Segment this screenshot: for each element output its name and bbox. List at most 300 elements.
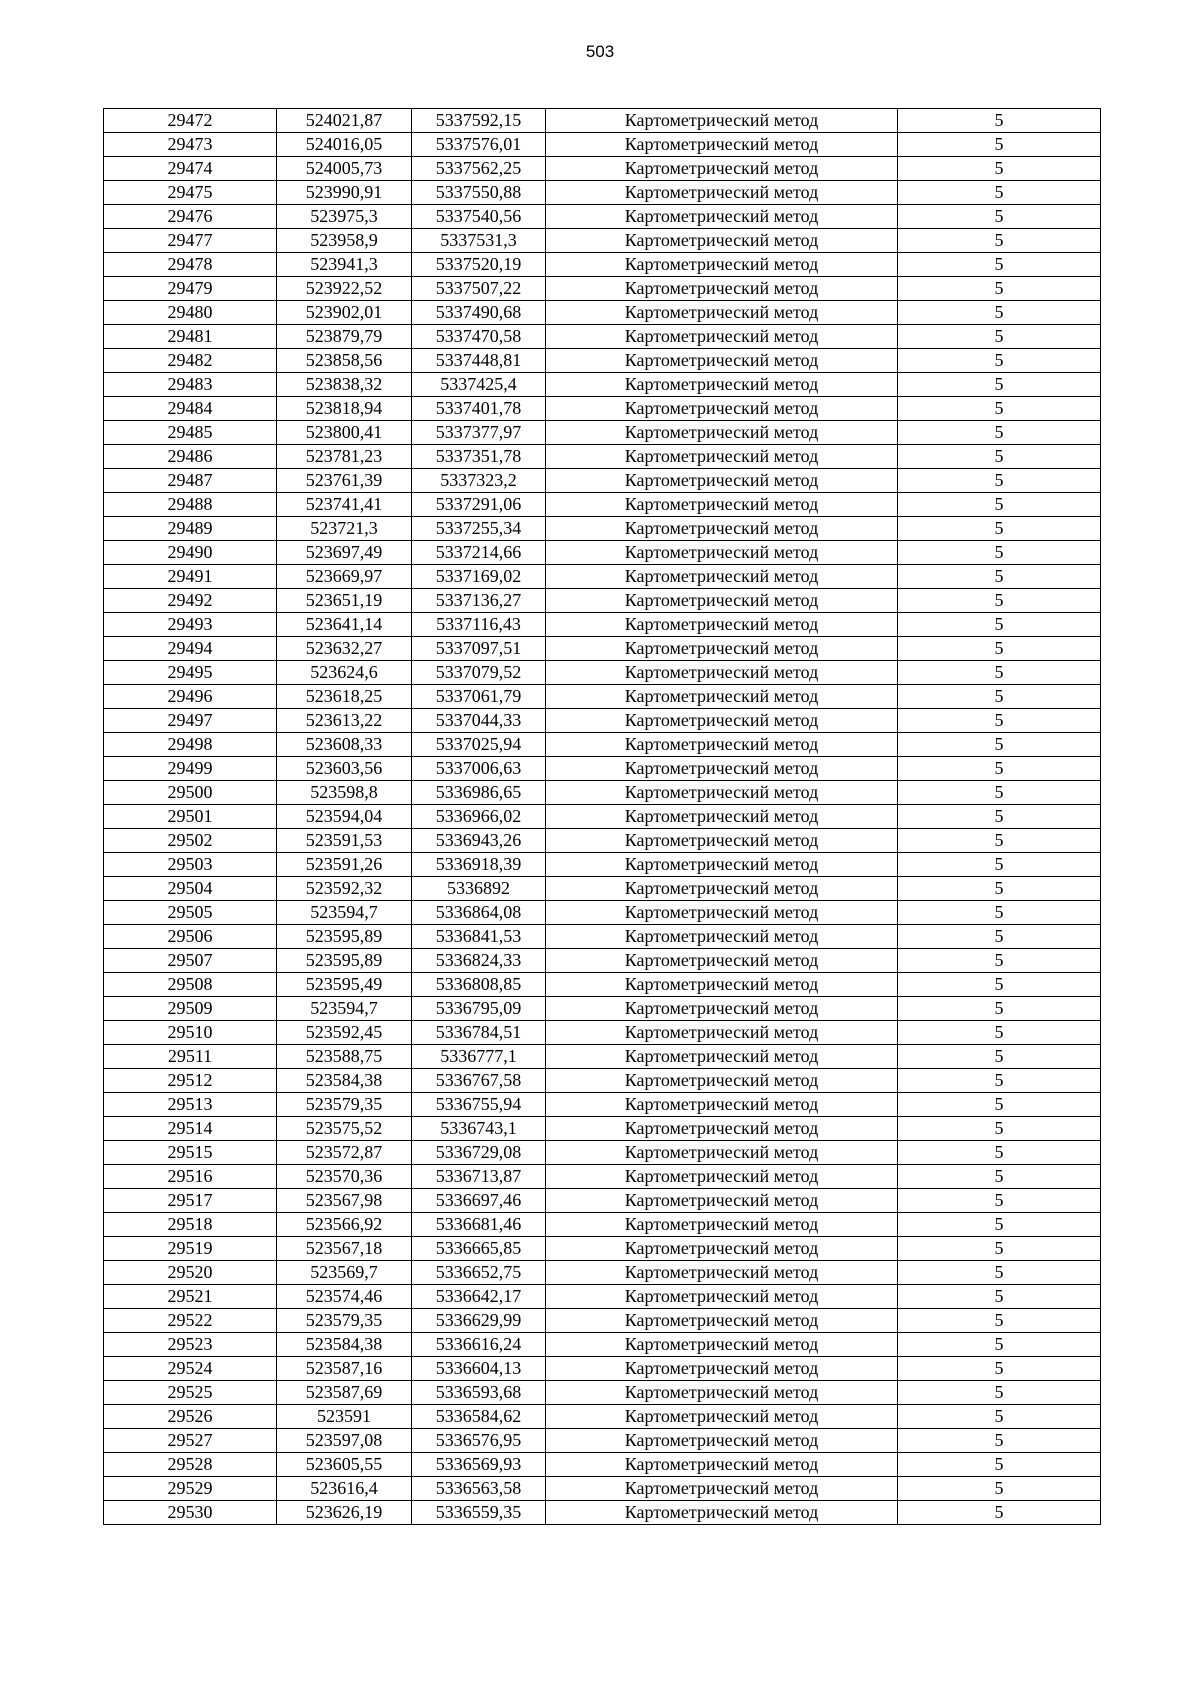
accuracy-cell: 5 [898,1309,1101,1333]
x-coordinate-cell: 523574,46 [277,1285,412,1309]
y-coordinate-cell: 5336563,58 [412,1477,546,1501]
accuracy-cell: 5 [898,493,1101,517]
table-row [104,1045,1101,1069]
accuracy-cell: 5 [898,277,1101,301]
y-coordinate-cell: 5337576,01 [412,133,546,157]
table-row [104,1501,1101,1525]
x-coordinate-cell: 523902,01 [277,301,412,325]
method-cell: Картометрический метод [546,325,898,349]
point-number-cell: 29495 [104,661,277,685]
accuracy-cell: 5 [898,925,1101,949]
x-coordinate-cell: 523958,9 [277,229,412,253]
table-row [104,1381,1101,1405]
x-coordinate-cell: 523669,97 [277,565,412,589]
x-coordinate-cell: 523592,45 [277,1021,412,1045]
accuracy-cell: 5 [898,1381,1101,1405]
y-coordinate-cell: 5336808,85 [412,973,546,997]
method-cell: Картометрический метод [546,1213,898,1237]
x-coordinate-cell: 523579,35 [277,1093,412,1117]
method-cell: Картометрический метод [546,133,898,157]
x-coordinate-cell: 523651,19 [277,589,412,613]
y-coordinate-cell: 5337550,88 [412,181,546,205]
point-number-cell: 29475 [104,181,277,205]
point-number-cell: 29511 [104,1045,277,1069]
point-number-cell: 29520 [104,1261,277,1285]
x-coordinate-cell: 523592,32 [277,877,412,901]
y-coordinate-cell: 5337470,58 [412,325,546,349]
method-cell: Картометрический метод [546,733,898,757]
method-cell: Картометрический метод [546,637,898,661]
y-coordinate-cell: 5337377,97 [412,421,546,445]
point-number-cell: 29506 [104,925,277,949]
accuracy-cell: 5 [898,853,1101,877]
point-number-cell: 29490 [104,541,277,565]
method-cell: Картометрический метод [546,613,898,637]
point-number-cell: 29489 [104,517,277,541]
accuracy-cell: 5 [898,1141,1101,1165]
accuracy-cell: 5 [898,1165,1101,1189]
accuracy-cell: 5 [898,157,1101,181]
method-cell: Картометрический метод [546,685,898,709]
table-row [104,685,1101,709]
x-coordinate-cell: 523605,55 [277,1453,412,1477]
table-row [104,709,1101,733]
accuracy-cell: 5 [898,733,1101,757]
accuracy-cell: 5 [898,901,1101,925]
method-cell: Картометрический метод [546,1357,898,1381]
y-coordinate-cell: 5336784,51 [412,1021,546,1045]
accuracy-cell: 5 [898,325,1101,349]
point-number-cell: 29514 [104,1117,277,1141]
method-cell: Картометрический метод [546,1189,898,1213]
x-coordinate-cell: 523591,26 [277,853,412,877]
y-coordinate-cell: 5337006,63 [412,757,546,781]
point-number-cell: 29523 [104,1333,277,1357]
x-coordinate-cell: 523624,6 [277,661,412,685]
accuracy-cell: 5 [898,1237,1101,1261]
point-number-cell: 29474 [104,157,277,181]
y-coordinate-cell: 5336604,13 [412,1357,546,1381]
y-coordinate-cell: 5336559,35 [412,1501,546,1525]
method-cell: Картометрический метод [546,1165,898,1189]
accuracy-cell: 5 [898,1429,1101,1453]
y-coordinate-cell: 5337025,94 [412,733,546,757]
point-number-cell: 29484 [104,397,277,421]
point-number-cell: 29508 [104,973,277,997]
y-coordinate-cell: 5336681,46 [412,1213,546,1237]
accuracy-cell: 5 [898,373,1101,397]
accuracy-cell: 5 [898,613,1101,637]
x-coordinate-cell: 523595,49 [277,973,412,997]
method-cell: Картометрический метод [546,901,898,925]
y-coordinate-cell: 5337401,78 [412,397,546,421]
y-coordinate-cell: 5336777,1 [412,1045,546,1069]
x-coordinate-cell: 523741,41 [277,493,412,517]
y-coordinate-cell: 5337520,19 [412,253,546,277]
method-cell: Картометрический метод [546,397,898,421]
table-row [104,349,1101,373]
table-row [104,421,1101,445]
y-coordinate-cell: 5337097,51 [412,637,546,661]
accuracy-cell: 5 [898,133,1101,157]
y-coordinate-cell: 5336755,94 [412,1093,546,1117]
accuracy-cell: 5 [898,1477,1101,1501]
y-coordinate-cell: 5337592,15 [412,109,546,133]
table-row [104,373,1101,397]
accuracy-cell: 5 [898,1093,1101,1117]
accuracy-cell: 5 [898,1333,1101,1357]
table-row [104,325,1101,349]
x-coordinate-cell: 523721,3 [277,517,412,541]
table-row [104,925,1101,949]
y-coordinate-cell: 5337044,33 [412,709,546,733]
x-coordinate-cell: 523800,41 [277,421,412,445]
accuracy-cell: 5 [898,805,1101,829]
method-cell: Картометрический метод [546,949,898,973]
x-coordinate-cell: 523818,94 [277,397,412,421]
point-number-cell: 29482 [104,349,277,373]
table-row [104,613,1101,637]
accuracy-cell: 5 [898,253,1101,277]
y-coordinate-cell: 5337061,79 [412,685,546,709]
method-cell: Картометрический метод [546,205,898,229]
table-row [104,445,1101,469]
x-coordinate-cell: 523567,98 [277,1189,412,1213]
table-row [104,1093,1101,1117]
table-row [104,1285,1101,1309]
method-cell: Картометрический метод [546,109,898,133]
x-coordinate-cell: 523632,27 [277,637,412,661]
method-cell: Картометрический метод [546,421,898,445]
table-row [104,565,1101,589]
point-number-cell: 29497 [104,709,277,733]
method-cell: Картометрический метод [546,1093,898,1117]
point-number-cell: 29477 [104,229,277,253]
point-number-cell: 29501 [104,805,277,829]
accuracy-cell: 5 [898,949,1101,973]
x-coordinate-cell: 523697,49 [277,541,412,565]
x-coordinate-cell: 523608,33 [277,733,412,757]
x-coordinate-cell: 523587,69 [277,1381,412,1405]
x-coordinate-cell: 523587,16 [277,1357,412,1381]
y-coordinate-cell: 5336986,65 [412,781,546,805]
y-coordinate-cell: 5336629,99 [412,1309,546,1333]
table-row [104,1309,1101,1333]
y-coordinate-cell: 5336616,24 [412,1333,546,1357]
accuracy-cell: 5 [898,781,1101,805]
method-cell: Картометрический метод [546,805,898,829]
table-row [104,1357,1101,1381]
x-coordinate-cell: 523584,38 [277,1333,412,1357]
method-cell: Картометрический метод [546,541,898,565]
method-cell: Картометрический метод [546,1021,898,1045]
table-row [104,397,1101,421]
point-number-cell: 29515 [104,1141,277,1165]
coordinates-table [103,108,1101,1525]
x-coordinate-cell: 523626,19 [277,1501,412,1525]
method-cell: Картометрический метод [546,589,898,613]
table-row [104,901,1101,925]
method-cell: Картометрический метод [546,709,898,733]
accuracy-cell: 5 [898,973,1101,997]
table-row [104,1237,1101,1261]
x-coordinate-cell: 523618,25 [277,685,412,709]
x-coordinate-cell: 523595,89 [277,949,412,973]
point-number-cell: 29529 [104,1477,277,1501]
point-number-cell: 29504 [104,877,277,901]
table-row [104,829,1101,853]
accuracy-cell: 5 [898,301,1101,325]
method-cell: Картометрический метод [546,1285,898,1309]
table-row [104,1069,1101,1093]
table-row [104,1165,1101,1189]
accuracy-cell: 5 [898,1021,1101,1045]
table-row [104,1453,1101,1477]
y-coordinate-cell: 5336569,93 [412,1453,546,1477]
point-number-cell: 29516 [104,1165,277,1189]
point-number-cell: 29485 [104,421,277,445]
x-coordinate-cell: 523975,3 [277,205,412,229]
point-number-cell: 29499 [104,757,277,781]
table-row [104,301,1101,325]
table-row [104,109,1101,133]
method-cell: Картометрический метод [546,925,898,949]
y-coordinate-cell: 5337507,22 [412,277,546,301]
method-cell: Картометрический метод [546,1261,898,1285]
y-coordinate-cell: 5336767,58 [412,1069,546,1093]
accuracy-cell: 5 [898,757,1101,781]
accuracy-cell: 5 [898,637,1101,661]
table-row [104,661,1101,685]
point-number-cell: 29496 [104,685,277,709]
x-coordinate-cell: 523566,92 [277,1213,412,1237]
method-cell: Картометрический метод [546,373,898,397]
x-coordinate-cell: 523781,23 [277,445,412,469]
method-cell: Картометрический метод [546,1405,898,1429]
method-cell: Картометрический метод [546,181,898,205]
x-coordinate-cell: 523588,75 [277,1045,412,1069]
accuracy-cell: 5 [898,709,1101,733]
y-coordinate-cell: 5337448,81 [412,349,546,373]
point-number-cell: 29481 [104,325,277,349]
accuracy-cell: 5 [898,1045,1101,1069]
y-coordinate-cell: 5336697,46 [412,1189,546,1213]
method-cell: Картометрический метод [546,1453,898,1477]
method-cell: Картометрический метод [546,1309,898,1333]
method-cell: Картометрический метод [546,757,898,781]
x-coordinate-cell: 523570,36 [277,1165,412,1189]
point-number-cell: 29491 [104,565,277,589]
y-coordinate-cell: 5336665,85 [412,1237,546,1261]
method-cell: Картометрический метод [546,973,898,997]
y-coordinate-cell: 5337562,25 [412,157,546,181]
point-number-cell: 29512 [104,1069,277,1093]
point-number-cell: 29519 [104,1237,277,1261]
accuracy-cell: 5 [898,661,1101,685]
y-coordinate-cell: 5337169,02 [412,565,546,589]
accuracy-cell: 5 [898,1261,1101,1285]
point-number-cell: 29513 [104,1093,277,1117]
method-cell: Картометрический метод [546,853,898,877]
method-cell: Картометрический метод [546,1501,898,1525]
y-coordinate-cell: 5336918,39 [412,853,546,877]
x-coordinate-cell: 523595,89 [277,925,412,949]
method-cell: Картометрический метод [546,1117,898,1141]
point-number-cell: 29487 [104,469,277,493]
table-row [104,469,1101,493]
point-number-cell: 29530 [104,1501,277,1525]
x-coordinate-cell: 523572,87 [277,1141,412,1165]
point-number-cell: 29479 [104,277,277,301]
x-coordinate-cell: 524005,73 [277,157,412,181]
table-body [104,109,1101,1525]
accuracy-cell: 5 [898,1501,1101,1525]
accuracy-cell: 5 [898,829,1101,853]
accuracy-cell: 5 [898,1453,1101,1477]
accuracy-cell: 5 [898,997,1101,1021]
table-row [104,205,1101,229]
table-row [104,277,1101,301]
x-coordinate-cell: 523761,39 [277,469,412,493]
point-number-cell: 29500 [104,781,277,805]
point-number-cell: 29483 [104,373,277,397]
table-row [104,781,1101,805]
accuracy-cell: 5 [898,1117,1101,1141]
point-number-cell: 29507 [104,949,277,973]
y-coordinate-cell: 5337291,06 [412,493,546,517]
x-coordinate-cell: 523579,35 [277,1309,412,1333]
x-coordinate-cell: 523584,38 [277,1069,412,1093]
table-row [104,517,1101,541]
x-coordinate-cell: 523922,52 [277,277,412,301]
y-coordinate-cell: 5337323,2 [412,469,546,493]
y-coordinate-cell: 5336943,26 [412,829,546,853]
table-row [104,1405,1101,1429]
y-coordinate-cell: 5337540,56 [412,205,546,229]
accuracy-cell: 5 [898,445,1101,469]
method-cell: Картометрический метод [546,1045,898,1069]
y-coordinate-cell: 5337531,3 [412,229,546,253]
y-coordinate-cell: 5336892 [412,877,546,901]
table-row [104,733,1101,757]
table-row [104,1213,1101,1237]
method-cell: Картометрический метод [546,229,898,253]
y-coordinate-cell: 5337490,68 [412,301,546,325]
y-coordinate-cell: 5337255,34 [412,517,546,541]
point-number-cell: 29493 [104,613,277,637]
table-row [104,1261,1101,1285]
point-number-cell: 29526 [104,1405,277,1429]
x-coordinate-cell: 523598,8 [277,781,412,805]
table-row [104,229,1101,253]
table-row [104,1477,1101,1501]
table-row [104,757,1101,781]
x-coordinate-cell: 523597,08 [277,1429,412,1453]
point-number-cell: 29492 [104,589,277,613]
method-cell: Картометрический метод [546,829,898,853]
method-cell: Картометрический метод [546,1141,898,1165]
y-coordinate-cell: 5336841,53 [412,925,546,949]
table-row [104,997,1101,1021]
method-cell: Картометрический метод [546,277,898,301]
point-number-cell: 29503 [104,853,277,877]
y-coordinate-cell: 5337116,43 [412,613,546,637]
method-cell: Картометрический метод [546,157,898,181]
y-coordinate-cell: 5337425,4 [412,373,546,397]
accuracy-cell: 5 [898,541,1101,565]
accuracy-cell: 5 [898,877,1101,901]
y-coordinate-cell: 5336642,17 [412,1285,546,1309]
table-row [104,589,1101,613]
x-coordinate-cell: 524016,05 [277,133,412,157]
x-coordinate-cell: 523567,18 [277,1237,412,1261]
y-coordinate-cell: 5336593,68 [412,1381,546,1405]
method-cell: Картометрический метод [546,997,898,1021]
table-row [104,853,1101,877]
accuracy-cell: 5 [898,469,1101,493]
method-cell: Картометрический метод [546,1237,898,1261]
point-number-cell: 29476 [104,205,277,229]
x-coordinate-cell: 523591,53 [277,829,412,853]
table-row [104,1141,1101,1165]
table-row [104,493,1101,517]
accuracy-cell: 5 [898,1069,1101,1093]
accuracy-cell: 5 [898,565,1101,589]
accuracy-cell: 5 [898,229,1101,253]
point-number-cell: 29473 [104,133,277,157]
x-coordinate-cell: 524021,87 [277,109,412,133]
table-row [104,805,1101,829]
x-coordinate-cell: 523613,22 [277,709,412,733]
point-number-cell: 29502 [104,829,277,853]
accuracy-cell: 5 [898,1213,1101,1237]
table-row [104,637,1101,661]
accuracy-cell: 5 [898,349,1101,373]
method-cell: Картометрический метод [546,349,898,373]
method-cell: Картометрический метод [546,301,898,325]
method-cell: Картометрический метод [546,661,898,685]
x-coordinate-cell: 523594,7 [277,997,412,1021]
table-row [104,253,1101,277]
point-number-cell: 29510 [104,1021,277,1045]
x-coordinate-cell: 523990,91 [277,181,412,205]
x-coordinate-cell: 523569,7 [277,1261,412,1285]
point-number-cell: 29486 [104,445,277,469]
table-row [104,973,1101,997]
point-number-cell: 29478 [104,253,277,277]
x-coordinate-cell: 523594,7 [277,901,412,925]
y-coordinate-cell: 5336713,87 [412,1165,546,1189]
accuracy-cell: 5 [898,1357,1101,1381]
accuracy-cell: 5 [898,1285,1101,1309]
point-number-cell: 29509 [104,997,277,1021]
method-cell: Картометрический метод [546,445,898,469]
y-coordinate-cell: 5336652,75 [412,1261,546,1285]
page-number: 503 [585,42,615,61]
method-cell: Картометрический метод [546,517,898,541]
method-cell: Картометрический метод [546,781,898,805]
point-number-cell: 29522 [104,1309,277,1333]
point-number-cell: 29527 [104,1429,277,1453]
x-coordinate-cell: 523616,4 [277,1477,412,1501]
table-row [104,133,1101,157]
point-number-cell: 29488 [104,493,277,517]
y-coordinate-cell: 5337351,78 [412,445,546,469]
accuracy-cell: 5 [898,589,1101,613]
point-number-cell: 29517 [104,1189,277,1213]
point-number-cell: 29494 [104,637,277,661]
y-coordinate-cell: 5337214,66 [412,541,546,565]
